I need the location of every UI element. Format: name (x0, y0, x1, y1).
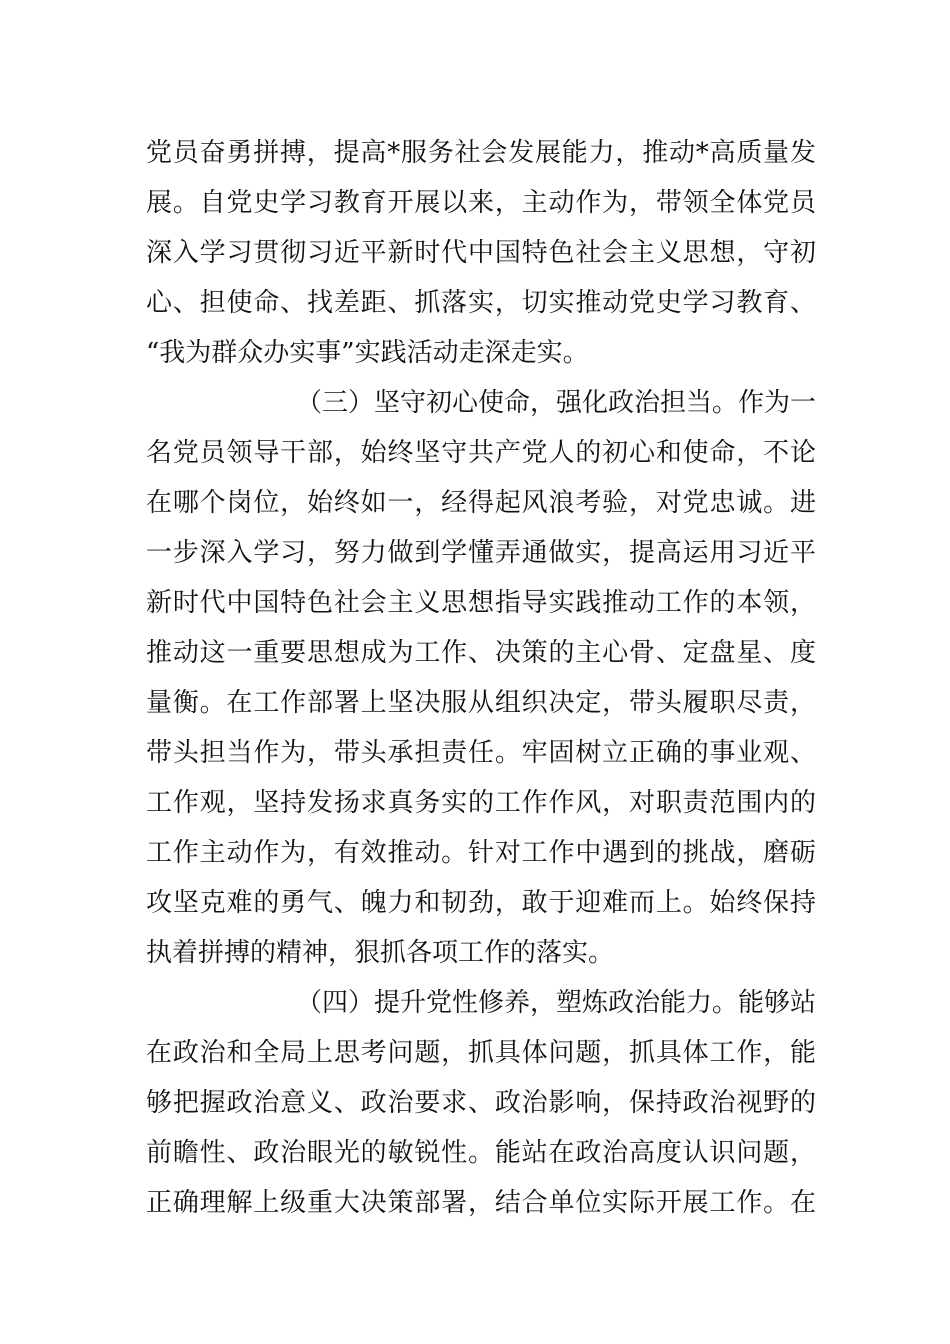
section-heading-line: （四）提升党性修养，塑炼政治能力。能够站 (296, 988, 817, 1018)
text-line: 名党员领导干部，始终坚守共产党人的初心和使命，不论 (146, 438, 816, 468)
text-line: 工作观，坚持发扬求真务实的工作作风，对职责范围内的 (146, 788, 816, 818)
text-line: 心、担使命、找差距、抓落实，切实推动党史学习教育、 (146, 288, 816, 318)
text-line: 带头担当作为，带头承担责任。牢固树立正确的事业观、 (146, 738, 816, 768)
section-heading-line: （三）坚守初心使命，强化政治担当。作为一 (296, 388, 817, 418)
text-line: 够把握政治意义、政治要求、政治影响，保持政治视野的 (146, 1088, 816, 1118)
text-line: 正确理解上级重大决策部署，结合单位实际开展工作。在 (146, 1188, 816, 1218)
text-line: 工作主动作为，有效推动。针对工作中遇到的挑战，磨砺 (146, 838, 816, 868)
text-line: 在哪个岗位，始终如一，经得起风浪考验，对党忠诚。进 (146, 488, 816, 518)
text-line: 前瞻性、政治眼光的敏锐性。能站在政治高度认识问题， (146, 1138, 816, 1168)
text-line: 一步深入学习，努力做到学懂弄通做实，提高运用习近平 (146, 538, 816, 568)
document-body (146, 128, 816, 1228)
text-line: 新时代中国特色社会主义思想指导实践推动工作的本领， (146, 588, 816, 618)
text-line: 量衡。在工作部署上坚决服从组织决定，带头履职尽责， (146, 688, 816, 718)
text-line: 攻坚克难的勇气、魄力和韧劲，敢于迎难而上。始终保持 (146, 888, 816, 918)
text-line: 深入学习贯彻习近平新时代中国特色社会主义思想，守初 (146, 238, 816, 268)
text-line: 执着拼搏的精神，狠抓各项工作的落实。 (146, 938, 615, 968)
text-line: 推动这一重要思想成为工作、决策的主心骨、定盘星、度 (146, 638, 816, 668)
text-line: 在政治和全局上思考问题，抓具体问题，抓具体工作，能 (146, 1038, 816, 1068)
text-line: “我为群众办实事”实践活动走深走实。 (146, 338, 589, 368)
text-line: 党员奋勇拼搏，提高*服务社会发展能力，推动*高质量发 (146, 138, 816, 168)
text-line: 展。自党史学习教育开展以来，主动作为，带领全体党员 (146, 188, 816, 218)
